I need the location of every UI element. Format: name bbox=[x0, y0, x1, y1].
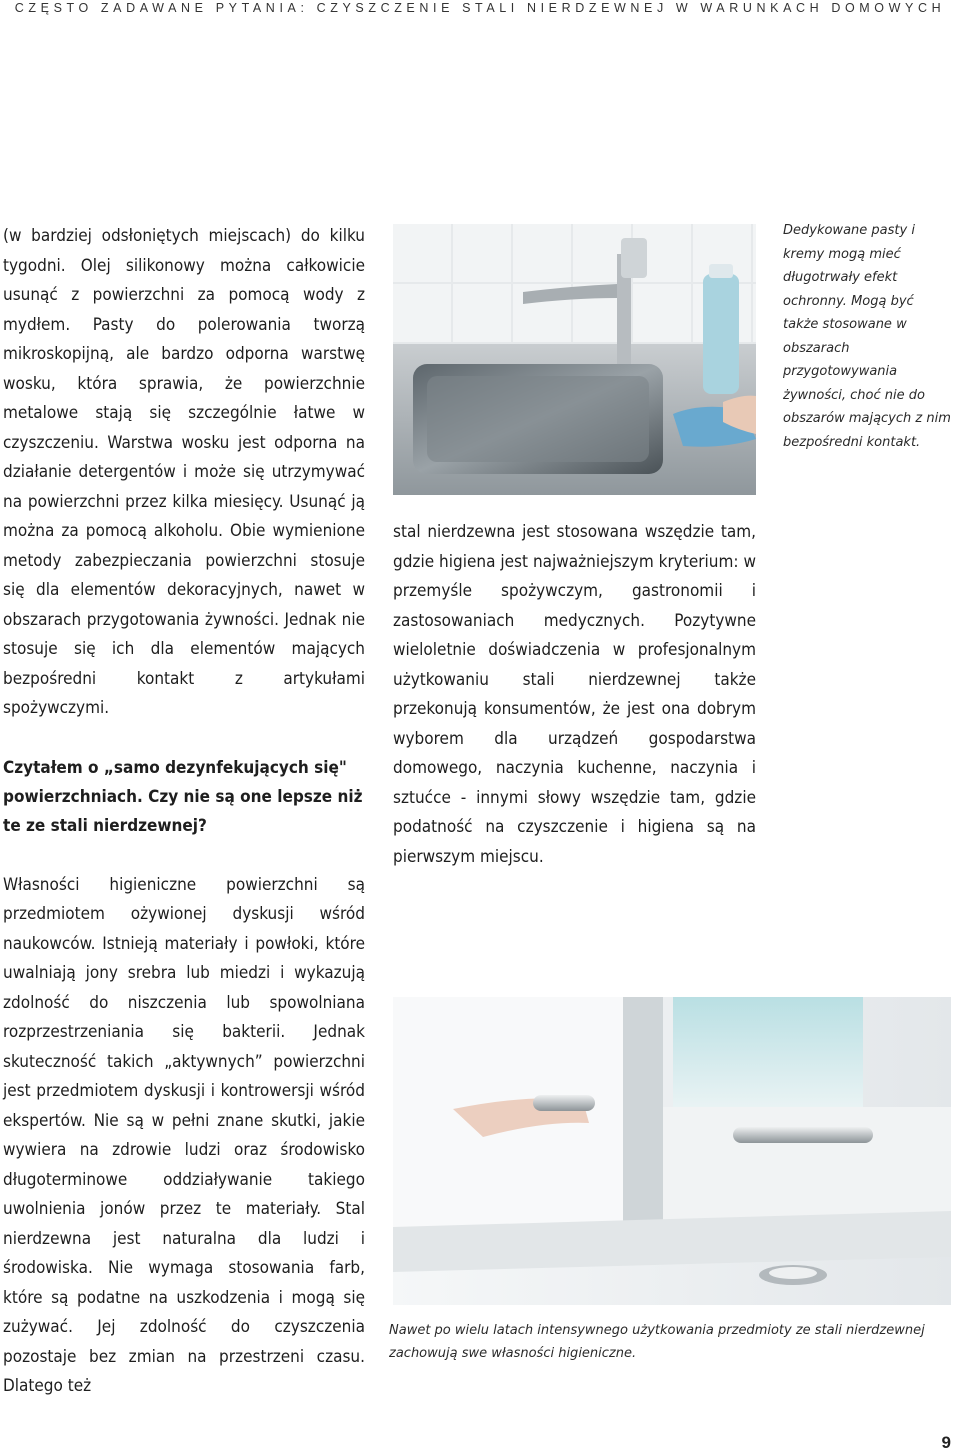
body-paragraph: stal nierdzewna jest stosowana wszędzie tam, gdzie higiena jest najważniejszym kryterium: w przemyśle spożywczym, gastronomii i zastosowaniach medycznych. Pozytywne wieloletnie doświadczenia w profesjonalnym użytkowaniu stali nierdzewnej także przekonują konsumentów, że jest ona dobrym wyborem dla urządzeń gospodarstwa domowego, naczynia kuchenne, naczynia i sztućce - innymi słowy wszędzie tam, gdzie podatność na czyszczenie i higiena są na pierwszym miejscu. bbox=[393, 522, 756, 867]
question-heading: Czytałem o „samo dezynfekujących się" powierzchniach. Czy nie są one lepsze niż te ze stali nierdzewnej? bbox=[3, 757, 363, 836]
text-column-left bbox=[3, 222, 365, 1402]
text-column-right bbox=[393, 518, 756, 872]
cabinet-illustration bbox=[393, 997, 951, 1305]
body-paragraph: Własności higieniczne powierzchni są przedmiotem ożywionej dyskusji wśród naukowców. Istnieją materiały i powłoki, które uwalniają jony srebra lub miedzi i wykazują zdolność do niszczenia lub spowolniana rozprzestrzeniania się bakterii. Jednak skuteczność takich „aktywnych” powierzchni jest przedmiotem dyskusji i kontrowersji wśród ekspertów. Nie są w pełni znane skutki, jakie wywiera na zdrowie ludzi oraz środowisko długoterminowe oddziaływanie takiego uwolnienia jonów przez te materiały. Stal nierdzewna jest naturalna dla ludzi i środowiska. Nie wymaga stosowania farb, które są podatne na uszkodzenia i mogą się zużywać. Jej zdolność do czyszczenia pozostaje bez zmian na przestrzeni czasu. Dlatego też bbox=[3, 874, 365, 1396]
cabinet-handle-photo bbox=[393, 997, 951, 1305]
sink-illustration bbox=[393, 224, 756, 495]
running-header: CZĘSTO ZADAWANE PYTANIA: CZYSZCZENIE STALI NIERDZEWNEJ W WARUNKACH DOMOWYCH bbox=[14, 1, 946, 15]
photo-caption: Nawet po wielu latach intensywnego użytkowania przedmioty ze stali nierdzewnej zachowują swe własności higieniczne. bbox=[389, 1323, 925, 1361]
body-paragraph: (w bardziej odsłoniętych miejscach) do kilku tygodni. Olej silikonowy można całkowicie usunąć z powierzchni za pomocą wody z mydłem. Pasty do polerowania tworzą mikroskopijną, ale bardzo odporna warstwę wosku, która sprawia, że powierzchnie metalowe stają się szczególnie łatwe w czyszczeniu. Warstwa wosku jest odporna na działanie detergentów i może się utrzymywać na powierzchni przez kilka miesięcy. Usunąć ją można za pomocą alkoholu. Obie wymienione metody zabezpieczania powierzchni stosuje się dla elementów dekoracyjnych, nawet w obszarach przygotowania żywności. Jednak nie stosuje się ich dla elementów mających bezpośredni kontakt z artykułami spożywczymi. bbox=[3, 226, 365, 718]
sidebar-note: Dedykowane pasty i kremy mogą mieć długotrwały efekt ochronny. Mogą być także stosowane w obszarach przygotowywania żywności, choć nie do obszarów mających z nim bezpośredni kontakt. bbox=[783, 223, 951, 450]
sink-cleaning-photo bbox=[393, 224, 756, 495]
page-number: 9 bbox=[941, 1433, 951, 1452]
